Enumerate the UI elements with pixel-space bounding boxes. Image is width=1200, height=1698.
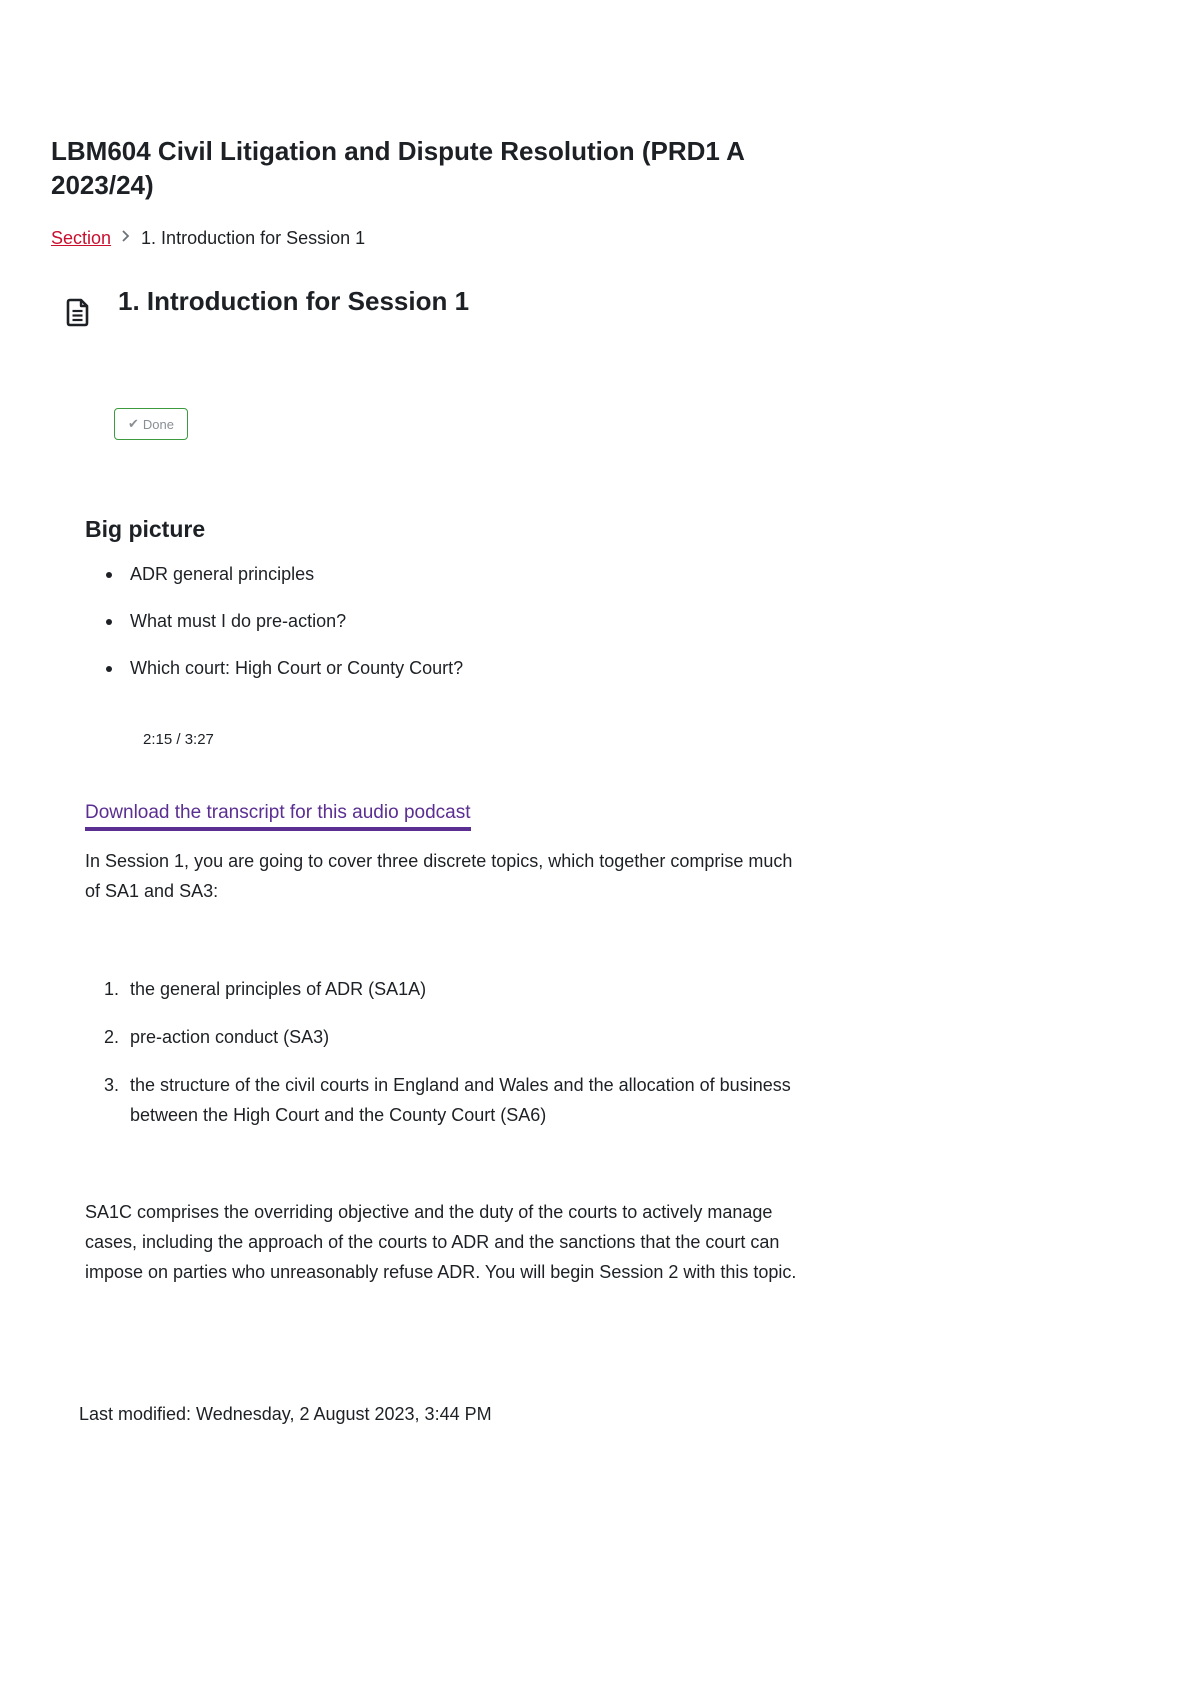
list-item: ADR general principles (85, 562, 463, 586)
sa1c-paragraph: SA1C comprises the overriding objective and the duty of the courts to actively manage cases, including the approach of the courts to ADR and the sanctions that the court can impose on parties who unreasonably refuse ADR. You will begin Session 2 with this topic. (85, 1202, 797, 1282)
list-item (85, 1022, 805, 1052)
topic-list (85, 974, 805, 1148)
list-item (85, 1070, 805, 1130)
breadcrumb-section-link[interactable]: Section (51, 228, 112, 248)
list-number: 1. (104, 979, 120, 999)
list-number: 2. (104, 1027, 120, 1047)
intro-paragraph: In Session 1, you are going to cover three discrete topics, which together comprise much of SA1 and SA3: (85, 851, 793, 901)
list-number: 3. (104, 1075, 120, 1095)
breadcrumb (51, 226, 365, 250)
list-item: What must I do pre-action? (85, 609, 463, 633)
list-item (85, 974, 805, 1004)
page-document-icon (62, 296, 94, 328)
done-label: Done (142, 416, 174, 432)
list-item: Which court: High Court or County Court? (85, 656, 463, 680)
list-text: the general principles of ADR (SA1A) (130, 979, 427, 999)
big-picture-heading: Big picture (85, 516, 206, 542)
done-button[interactable] (114, 408, 188, 440)
activity-title: 1. Introduction for Session 1 (118, 286, 470, 316)
transcript-download-link[interactable]: Download the transcript for this audio podcast (85, 800, 471, 831)
chevron-right-icon (121, 226, 131, 250)
course-title: LBM604 Civil Litigation and Dispute Resolution (PRD1 A 2023/24) (51, 136, 744, 200)
big-picture-list (85, 562, 463, 703)
list-text: the structure of the civil courts in England and Wales and the allocation of business between the High Court and the County Court (SA6) (130, 1075, 791, 1125)
activity-header (62, 284, 470, 328)
check-icon: ✔ (128, 416, 139, 431)
audio-time-display: 2:15 / 3:27 (143, 731, 214, 748)
last-modified: Last modified: Wednesday, 2 August 2023, 3:44 PM (79, 1404, 492, 1424)
breadcrumb-current: 1. Introduction for Session 1 (141, 228, 366, 248)
list-text: pre-action conduct (SA3) (130, 1027, 330, 1047)
